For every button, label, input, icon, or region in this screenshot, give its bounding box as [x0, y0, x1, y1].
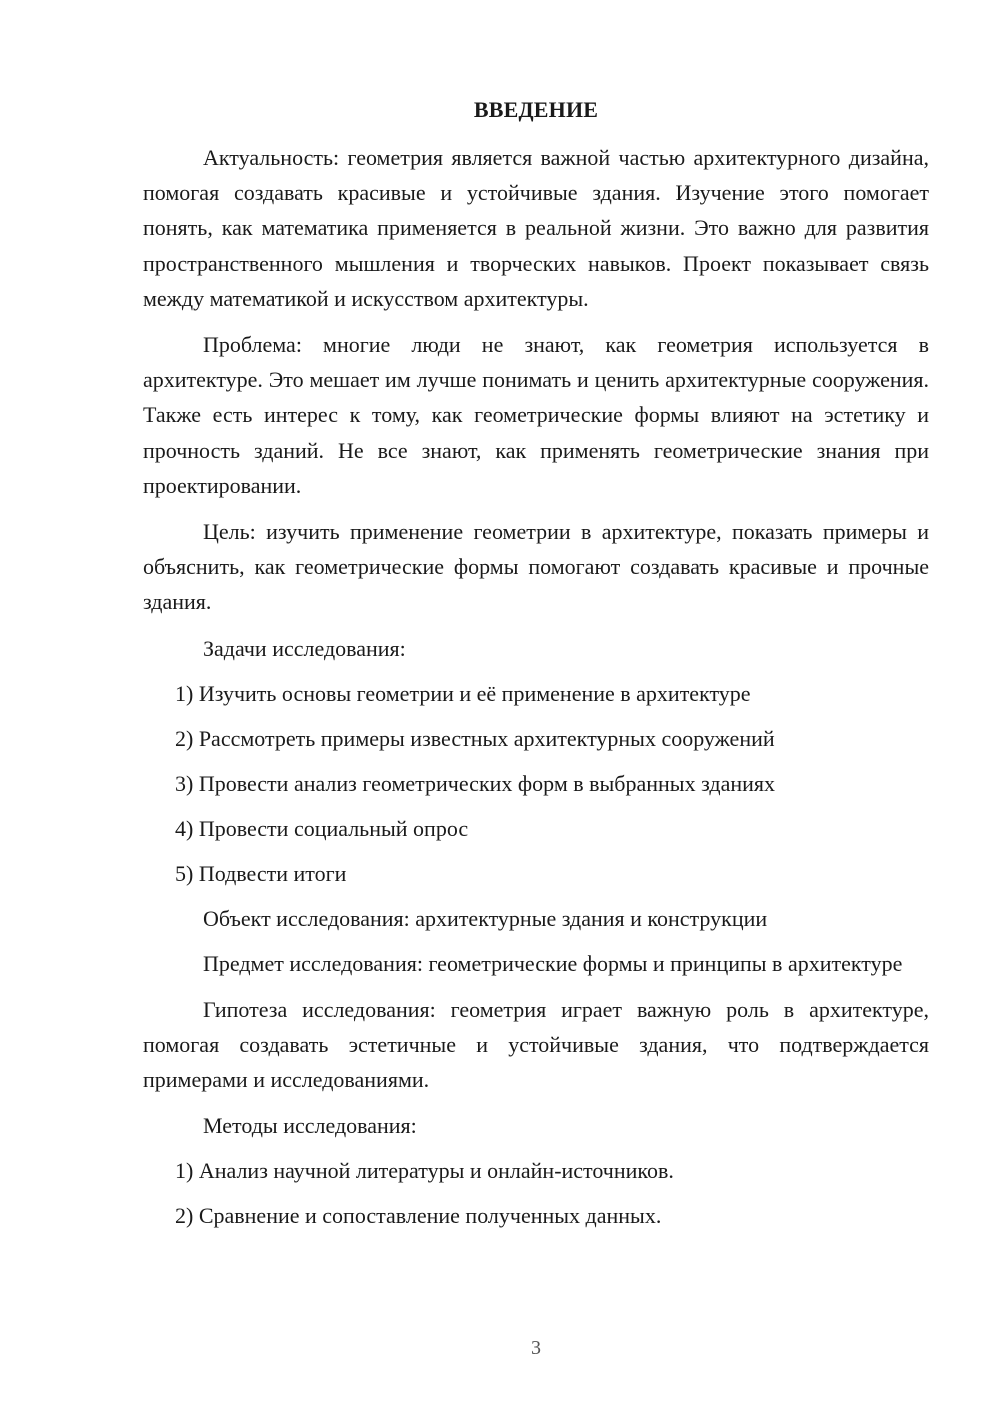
list-item: 5) Подвести итоги [175, 860, 347, 886]
list-item: 3) Провести анализ геометрических форм в выбранных зданиях [175, 770, 776, 796]
subject-paragraph: Предмет исследования: геометрические формы и принципы в архитектуре [203, 950, 903, 976]
page-title: ВВЕДЕНИЕ [473, 97, 599, 122]
object-paragraph: Объект исследования: архитектурные здания и конструкции [203, 905, 768, 931]
list-item: 2) Сравнение и сопоставление полученных данных. [175, 1203, 662, 1229]
relevance-paragraph: Актуальность: геометрия является важной частью архитектурного дизайна, помогая создавать красивые и устойчивые здания. Изучение этого помогает понять, как математика применяется в реальной жизни. Это важно для развития пространственного мышления и творческих навыков. Проект показывает связь между математикой и искусством архитектуры. [143, 145, 929, 311]
list-item: 4) Провести социальный опрос [175, 815, 469, 841]
page-number: 3 [531, 1337, 541, 1359]
methods-list [143, 1153, 929, 1233]
list-item: 2) Рассмотреть примеры известных архитектурных сооружений [175, 725, 775, 751]
problem-paragraph: Проблема: многие люди не знают, как геометрия используется в архитектуре. Это мешает им лучше понимать и ценить архитектурные сооружения. Также есть интерес к тому, как геометрические формы влияют на эстетику и прочность зданий. Не все знают, как применять геометрические знания при проектировании. [143, 332, 929, 498]
goal-paragraph: Цель: изучить применение геометрии в архитектуре, показать примеры и объяснить, как геометрические формы помогают создавать красивые и прочные здания. [143, 519, 929, 615]
list-item: 1) Анализ научной литературы и онлайн-источников. [175, 1158, 674, 1184]
list-item: 1) Изучить основы геометрии и её применение в архитектуре [175, 680, 751, 706]
methods-label: Методы исследования: [203, 1113, 417, 1139]
tasks-label: Задачи исследования: [203, 635, 406, 661]
tasks-list [143, 676, 929, 891]
document-page [143, 96, 929, 1243]
hypothesis-paragraph: Гипотеза исследования: геометрия играет важную роль в архитектуре, помогая создавать эстетичные и устойчивые здания, что подтверждается примерами и исследованиями. [143, 996, 929, 1093]
